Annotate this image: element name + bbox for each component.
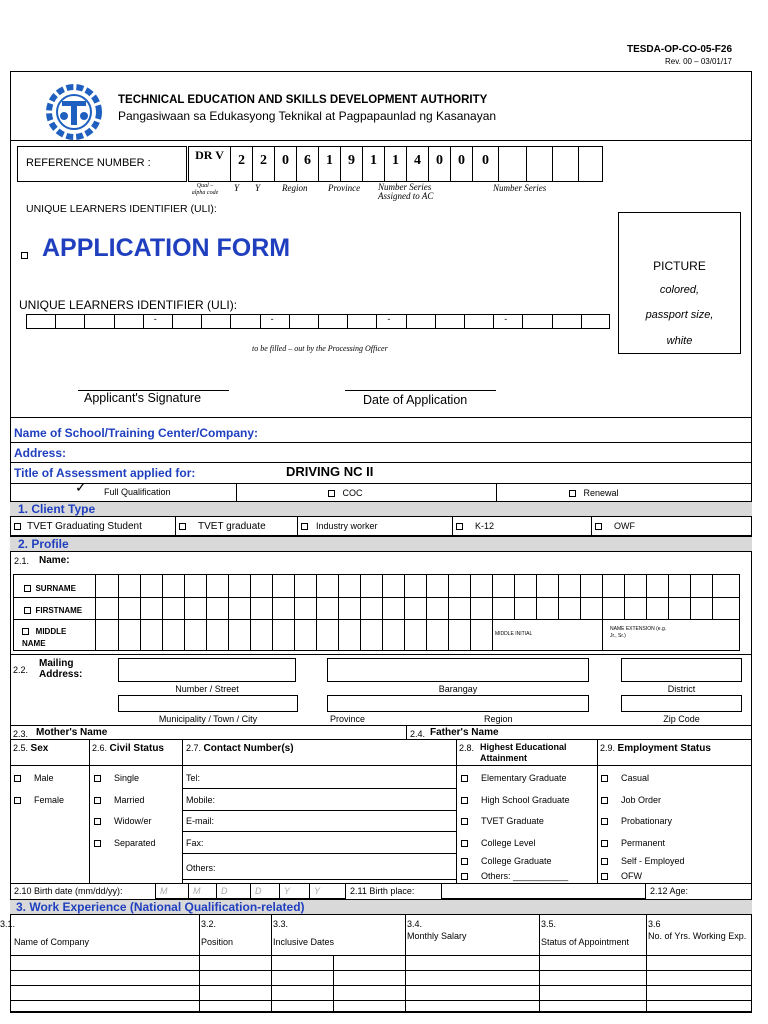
uli-label-top: UNIQUE LEARNERS IDENTIFIER (ULI): xyxy=(26,203,217,215)
birthplace-label: 2.11 Birth place: xyxy=(350,886,415,896)
education-option[interactable]: TVET Graduate xyxy=(461,816,544,826)
reference-digit-cell xyxy=(498,146,527,182)
reference-digit-cell xyxy=(578,146,603,182)
municipality-caption: Municipality / Town / City xyxy=(158,714,258,724)
sex-option[interactable]: Female xyxy=(14,795,64,805)
contact-header: 2.7. Contact Number(s) xyxy=(186,743,294,754)
checkbox-icon[interactable] xyxy=(601,797,608,804)
uli-label: UNIQUE LEARNERS IDENTIFIER (ULI): xyxy=(19,298,238,312)
mailing-number: 2.2. xyxy=(13,665,29,675)
birthdate-placeholder: M xyxy=(160,886,168,896)
renewal-option[interactable]: Renewal xyxy=(569,488,619,498)
profile-title: 2. Profile xyxy=(18,537,69,551)
checkbox-icon[interactable] xyxy=(14,775,21,782)
ref-caption-y2: Y xyxy=(255,183,261,193)
ref-caption-qual: Qual – alpha code xyxy=(191,183,219,196)
reference-digit: 2 xyxy=(260,153,267,168)
barangay-input[interactable] xyxy=(327,658,589,682)
reference-digit: 9 xyxy=(348,153,355,168)
processing-note: to be filled – out by the Processing Officer xyxy=(252,344,388,353)
work-column-number: 3.3. xyxy=(273,919,289,929)
checkbox-icon[interactable] xyxy=(601,873,608,880)
ref-caption-region: Region xyxy=(282,183,308,193)
birthdate-placeholder: Y xyxy=(284,886,291,896)
checkbox-icon[interactable] xyxy=(601,840,608,847)
checkbox-icon[interactable] xyxy=(461,858,468,865)
full-qualification-option[interactable]: Full Qualification xyxy=(104,487,171,497)
mailing-label: Mailing Address: xyxy=(39,658,83,680)
reference-digit: 2 xyxy=(238,153,245,168)
birthdate-cell[interactable] xyxy=(250,883,280,899)
ref-caption-y1: Y xyxy=(234,183,240,193)
barangay-caption: Barangay xyxy=(438,684,478,694)
client-type-title: 1. Client Type xyxy=(18,502,96,516)
education-option[interactable]: College Graduate xyxy=(461,856,552,866)
education-option[interactable]: Elementary Graduate xyxy=(461,773,567,783)
picture-white: white xyxy=(666,335,693,347)
firstname-checkbox-icon xyxy=(24,607,31,614)
tesda-logo xyxy=(42,82,106,142)
street-input[interactable] xyxy=(118,658,296,682)
ref-caption-series: Number Series xyxy=(493,183,547,193)
municipality-input[interactable] xyxy=(118,695,298,712)
ref-caption-series-ac: Number Series Assigned to AC xyxy=(378,182,434,201)
reference-digit-cell xyxy=(340,146,363,182)
signature-label: Applicant's Signature xyxy=(84,391,202,405)
reference-digit: 0 xyxy=(458,153,465,168)
district-input[interactable] xyxy=(621,658,742,682)
education-num: 2.8. xyxy=(459,743,475,753)
education-option[interactable]: Others: ___________ xyxy=(461,871,568,881)
birthdate-placeholder: D xyxy=(255,886,262,896)
zip-input[interactable] xyxy=(621,695,742,712)
checkbox-icon[interactable] xyxy=(601,818,608,825)
employment-option[interactable]: Permanent xyxy=(601,838,665,848)
reference-digit-cell xyxy=(362,146,385,182)
province-region-input[interactable] xyxy=(327,695,589,712)
checkbox-icon[interactable] xyxy=(14,797,21,804)
form-title: APPLICATION FORM xyxy=(42,234,291,262)
title-checkbox-icon xyxy=(21,252,28,259)
employment-option[interactable]: Job Order xyxy=(601,795,661,805)
education-option[interactable]: College Level xyxy=(461,838,536,848)
employment-option[interactable]: Self - Employed xyxy=(601,856,685,866)
checkbox-icon[interactable] xyxy=(179,523,186,530)
checkbox-icon[interactable] xyxy=(94,840,101,847)
picture-label: PICTURE xyxy=(653,259,706,273)
reference-digit-cell xyxy=(318,146,341,182)
document-code: TESDA-OP-CO-05-F26 xyxy=(626,44,732,55)
birthdate-cell[interactable] xyxy=(309,883,346,899)
revision-label: Rev. 00 – 03/01/17 xyxy=(664,57,732,66)
reference-digit-cell xyxy=(472,146,499,182)
uli-dash: - xyxy=(387,314,391,324)
work-column-header: Position xyxy=(201,937,234,947)
work-column-number: 3.5. xyxy=(541,919,557,929)
birthdate-cell[interactable] xyxy=(216,883,251,899)
civil-status-option[interactable]: Widow/er xyxy=(94,816,152,826)
name-extension-label: NAME EXTENSION (e.g. Jr., Sr.) xyxy=(610,626,667,639)
employment-header: 2.9. Employment Status xyxy=(600,743,711,754)
picture-size: passport size, xyxy=(645,309,714,321)
employment-option[interactable]: Probationary xyxy=(601,816,672,826)
reference-label: REFERENCE NUMBER : xyxy=(26,157,151,169)
checkbox-icon[interactable] xyxy=(461,775,468,782)
surname-checkbox-icon xyxy=(24,585,31,592)
checkbox-icon[interactable] xyxy=(456,523,463,530)
work-column-header: Name of Company xyxy=(14,937,90,947)
employment-option[interactable]: Casual xyxy=(601,773,649,783)
birthdate-cell[interactable] xyxy=(155,883,189,899)
client-type-option[interactable]: TVET Graduating Student xyxy=(14,521,142,532)
sex-header: 2.5. Sex xyxy=(13,743,49,754)
picture-box[interactable] xyxy=(618,212,741,354)
mother-number: 2.3. xyxy=(13,729,29,739)
contact-field[interactable]: Tel: xyxy=(186,773,201,783)
coc-option[interactable]: COC xyxy=(328,488,363,498)
checkbox-icon[interactable] xyxy=(595,523,602,530)
reference-digit-cell xyxy=(450,146,473,182)
contact-field[interactable]: Others: xyxy=(186,863,216,873)
birthdate-label: 2.10 Birth date (mm/dd/yy): xyxy=(14,886,123,896)
civil-status-option[interactable]: Married xyxy=(94,795,145,805)
work-column-header: Status of Appointment xyxy=(541,937,630,947)
checkbox-icon[interactable] xyxy=(94,818,101,825)
birthdate-placeholder: M xyxy=(193,886,201,896)
middlename-checkbox-icon xyxy=(22,628,29,635)
client-type-option[interactable]: K-12 xyxy=(456,521,494,531)
reference-digit: 1 xyxy=(392,153,399,168)
date-label: Date of Application xyxy=(363,393,468,407)
reference-digit-cell xyxy=(230,146,253,182)
reference-digit: 1 xyxy=(370,153,377,168)
contact-field[interactable]: E-mail: xyxy=(186,816,215,826)
reference-digit: 4 xyxy=(414,153,421,168)
father-label: Father's Name xyxy=(430,727,499,738)
checkbox-icon[interactable] xyxy=(461,840,468,847)
employment-option[interactable]: OFW xyxy=(601,871,642,881)
checkbox-icon[interactable] xyxy=(461,873,468,880)
contact-field[interactable]: Fax: xyxy=(186,838,204,848)
education-header: Highest Educational Attainment xyxy=(480,742,567,763)
father-number: 2.4. xyxy=(410,729,426,739)
sex-option[interactable]: Male xyxy=(14,773,54,783)
uli-dash: - xyxy=(270,314,274,324)
school-label: Name of School/Training Center/Company: xyxy=(14,426,259,440)
reference-digit-cell xyxy=(406,146,429,182)
work-column-header: Inclusive Dates xyxy=(273,937,335,947)
reference-digit: 0 xyxy=(436,153,443,168)
firstname-label: FIRSTNAME xyxy=(24,606,82,615)
middle-initial-label: MIDDLE INITIAL xyxy=(495,631,533,637)
region-caption: Region xyxy=(484,714,513,724)
checkbox-icon[interactable] xyxy=(461,797,468,804)
surname-label: SURNAME xyxy=(24,584,76,593)
uli-dash: - xyxy=(153,314,157,324)
reference-digit-cell xyxy=(428,146,451,182)
street-caption: Number / Street xyxy=(175,684,239,694)
work-title: 3. Work Experience (National Qualification-related) xyxy=(16,900,305,914)
zip-caption: Zip Code xyxy=(663,714,700,724)
assessment-label: Title of Assessment applied for: xyxy=(14,466,196,480)
work-column-number: 3.6 xyxy=(648,919,661,929)
contact-field[interactable]: Mobile: xyxy=(186,795,216,805)
mother-label: Mother's Name xyxy=(36,727,108,738)
renewal-checkbox-icon[interactable] xyxy=(569,490,576,497)
reference-digit-cell xyxy=(274,146,297,182)
checkmark-icon: ✓ xyxy=(75,479,87,495)
civil-status-header: 2.6. Civil Status xyxy=(92,743,164,754)
agency-name-filipino: Pangasiwaan sa Edukasyong Teknikal at Pagpapaunlad ng Kasanayan xyxy=(118,109,497,123)
coc-checkbox-icon[interactable] xyxy=(328,490,335,497)
civil-status-option[interactable]: Separated xyxy=(94,838,156,848)
district-caption: District xyxy=(667,684,696,694)
reference-digit: 0 xyxy=(482,153,489,168)
reference-digit-cell xyxy=(526,146,553,182)
checkbox-icon[interactable] xyxy=(461,818,468,825)
uli-dash: - xyxy=(504,314,508,324)
reference-digit-cell xyxy=(188,146,231,182)
birthdate-placeholder: D xyxy=(221,886,228,896)
client-type-option[interactable]: OWF xyxy=(595,521,635,531)
agency-name: TECHNICAL EDUCATION AND SKILLS DEVELOPMENT AUTHORITY xyxy=(118,94,488,106)
birthdate-cell[interactable] xyxy=(188,883,217,899)
name-number: 2.1. xyxy=(14,556,30,566)
work-column-number: 3.1. xyxy=(0,919,16,929)
age-label: 2.12 Age: xyxy=(650,886,689,896)
checkbox-icon[interactable] xyxy=(601,858,608,865)
ref-caption-province: Province xyxy=(328,183,361,193)
reference-digit: 0 xyxy=(282,153,289,168)
work-column-header: No. of Yrs. Working Exp. xyxy=(648,931,747,941)
checkbox-icon[interactable] xyxy=(601,775,608,782)
education-option[interactable]: High School Graduate xyxy=(461,795,570,805)
reference-digit: DR V xyxy=(195,148,224,162)
checkbox-icon[interactable] xyxy=(94,775,101,782)
assessment-value: DRIVING NC II xyxy=(286,464,374,479)
checkbox-icon[interactable] xyxy=(14,523,21,530)
name-label: Name: xyxy=(39,555,70,566)
picture-colored: colored, xyxy=(659,284,700,296)
work-column-header: Monthly Salary xyxy=(407,931,467,941)
birthplace-input[interactable] xyxy=(441,883,646,899)
birthdate-placeholder: Y xyxy=(314,886,321,896)
reference-digit-cell xyxy=(552,146,579,182)
province-caption: Province xyxy=(330,714,366,724)
middlename-label: MIDDLE NAME xyxy=(22,627,67,648)
birthdate-cell[interactable] xyxy=(279,883,310,899)
reference-digit-cell xyxy=(384,146,407,182)
reference-digit-cell xyxy=(296,146,319,182)
client-type-option[interactable]: Industry worker xyxy=(301,521,378,531)
client-type-option[interactable]: TVET graduate xyxy=(179,521,266,532)
checkbox-icon[interactable] xyxy=(301,523,308,530)
reference-digit-cell xyxy=(252,146,275,182)
checkbox-icon[interactable] xyxy=(94,797,101,804)
reference-digit: 6 xyxy=(304,153,311,168)
work-column-number: 3.4. xyxy=(407,919,423,929)
civil-status-option[interactable]: Single xyxy=(94,773,139,783)
work-column-number: 3.2. xyxy=(201,919,217,929)
reference-digit: 1 xyxy=(326,153,333,168)
address-label: Address: xyxy=(14,446,67,460)
